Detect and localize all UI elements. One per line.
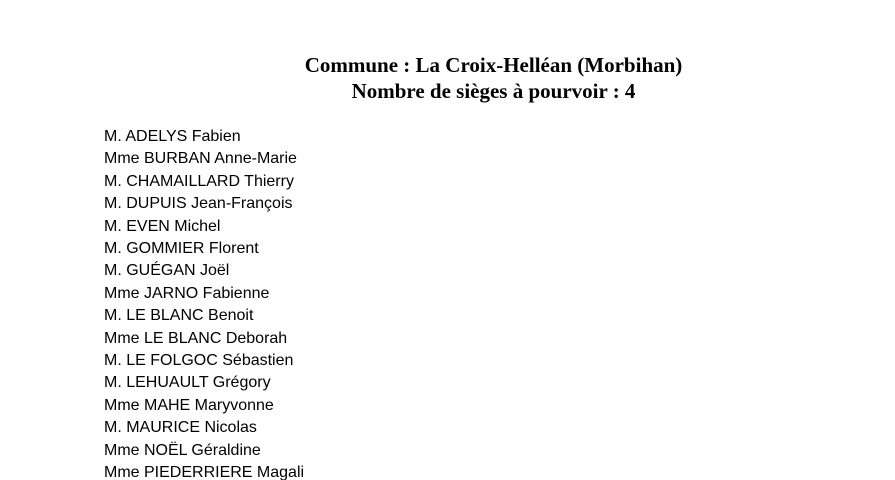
candidate-item: M. MAURICE Nicolas [104, 419, 257, 437]
seats-title: Nombre de sièges à pourvoir : 4 [351, 79, 636, 103]
candidate-item: M. EVEN Michel [104, 217, 221, 235]
candidate-list [104, 126, 304, 480]
commune-title: Commune : La Croix-Helléan (Morbihan) [304, 53, 683, 77]
candidate-item: Mme JARNO Fabienne [104, 284, 270, 302]
candidate-item: Mme PIEDERRIERE Magali [104, 464, 305, 480]
candidate-item: M. LE BLANC Benoit [104, 307, 254, 325]
candidate-item: M. GOMMIER Florent [104, 240, 259, 258]
candidate-item: Mme MAHE Maryvonne [104, 396, 274, 414]
candidate-item: M. LE FOLGOC Sébastien [104, 352, 294, 370]
candidate-item: M. DUPUIS Jean-François [104, 195, 293, 213]
candidate-item: M. ADELYS Fabien [104, 128, 241, 145]
candidate-item: M. GUÉGAN Joël [104, 262, 230, 280]
candidate-item: Mme BURBAN Anne-Marie [104, 150, 297, 168]
candidate-item: Mme NOËL Géraldine [104, 441, 261, 459]
candidate-item: M. LEHUAULT Grégory [104, 374, 271, 392]
candidate-item: M. CHAMAILLARD Thierry [104, 172, 294, 190]
title-block [0, 52, 895, 104]
candidate-item: Mme LE BLANC Deborah [104, 329, 288, 347]
